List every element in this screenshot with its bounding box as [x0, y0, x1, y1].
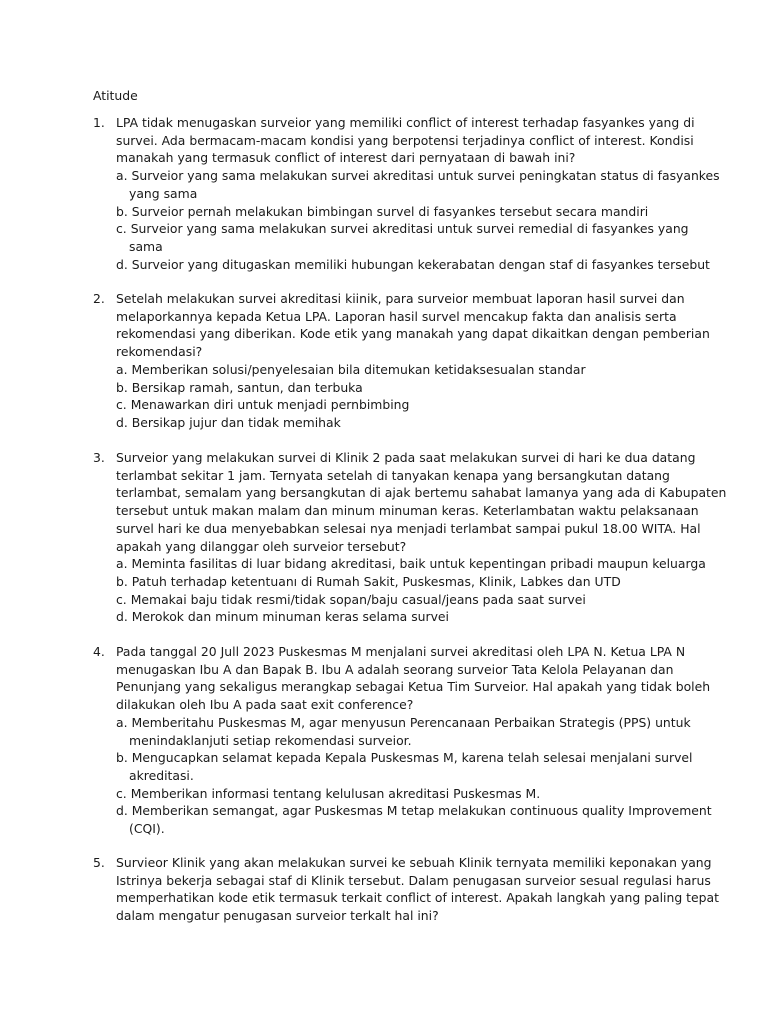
question-text-line: memperhatikan kode etik termasuk terkait conflict of interest. Apakah langkah yang paling tepat [116, 890, 719, 906]
answer-option-line: d. Merokok dan minum minuman keras selama survei [116, 609, 449, 625]
question-text [116, 449, 727, 555]
question-text-line: terlambat, semalam yang bersangkutan di ajak bertemu sahabat lamanya yang ada di Kabupaten [116, 485, 727, 501]
answer-option-line: b. Mengucapkan selamat kepada Kepala Puskesmas M, karena telah selesai menjalani survel [116, 750, 693, 766]
answer-option [116, 802, 712, 837]
question-number: 3. [93, 450, 105, 465]
answer-option [116, 573, 676, 591]
question-number: 2. [93, 291, 105, 306]
question-text-line: Istrinya bekerja sebagai staf di Klinik tersebut. Dalam penugasan surveior sesual regulasi harus [116, 872, 711, 888]
answer-option [116, 414, 676, 432]
answer-option-line: a. Memberikan solusi/penyelesaian bila ditemukan ketidaksesualan standar [116, 361, 586, 377]
answer-option [116, 167, 720, 202]
question-text [116, 114, 695, 167]
question-text-line: LPA tidak menugaskan surveior yang memiliki conflict of interest terhadap fasyankes yang di [116, 115, 695, 130]
answer-option-line: d. Surveior yang ditugaskan memiliki hubungan kekerabatan dengan staf di fasyankes tersebut [116, 256, 710, 272]
question-number: 5. [93, 855, 105, 870]
question-text-line: Penunjang yang sekaligus merangkap sebagai Ketua Tim Surveior. Hal apakah yang tidak boleh [116, 679, 711, 695]
section-title: Atitude [93, 88, 138, 103]
answer-option-continuation: yang sama [129, 185, 198, 201]
question-number: 1. [93, 115, 105, 130]
question-text-line: terlambat sekitar 1 jam. Ternyata setelah di tanyakan kenapa yang bersangkutan datang [116, 467, 670, 483]
answer-option [116, 785, 676, 803]
answer-option-line: b. Surveior pernah melakukan bimbingan survel di fasyankes tersebut secara mandiri [116, 203, 649, 219]
question-text [116, 290, 710, 361]
answer-option [116, 256, 710, 274]
answer-option [116, 203, 676, 221]
answer-options [116, 167, 720, 273]
question-text [116, 643, 711, 714]
question-text-line: Surveior yang melakukan survei di Klinik 2 pada saat melakukan survei di hari ke dua datang [116, 450, 696, 465]
question-text-line: Survieor Klinik yang akan melakukan survei ke sebuah Klinik ternyata memiliki keponakan yang [116, 855, 712, 870]
answer-option-continuation: sama [129, 238, 163, 254]
question-text-line: menugaskan Ibu A dan Bapak B. Ibu A adalah seorang surveior Tata Kelola Pelayanan dan [116, 661, 674, 677]
question-text-line: dilakukan oleh Ibu A pada saat exit conference? [116, 697, 414, 713]
answer-option-line: c. Memberikan informasi tentang kelulusan akreditasi Puskesmas M. [116, 785, 541, 801]
answer-option [116, 608, 676, 626]
answer-option [116, 361, 676, 379]
answer-option [116, 749, 693, 784]
question-text-line: Pada tanggal 20 Jull 2023 Puskesmas M menjalani survei akreditasi oleh LPA N. Ketua LPA N [116, 644, 686, 659]
question-number: 4. [93, 644, 105, 659]
answer-options [116, 714, 712, 838]
question-text-line: melaporkannya kepada Ketua LPA. Laporan hasil survel mencakup fakta dan analisis serta [116, 308, 677, 324]
question-text-line: Setelah melakukan survei akreditasi kiinik, para surveior membuat laporan hasil survei dan [116, 291, 685, 306]
question-text-line: rekomendasi yang diberikan. Kode etik yang manakah yang dapat dikaitkan dengan pemberian [116, 326, 710, 342]
answer-option-line: b. Patuh terhadap ketentuanı di Rumah Sakit, Puskesmas, Klinik, Labkes dan UTD [116, 573, 621, 589]
question-text-line: rekomendasi? [116, 344, 203, 360]
answer-option-line: d. Bersikap jujur dan tidak memihak [116, 414, 341, 430]
answer-option-line: c. Memakai baju tidak resmi/tidak sopan/baju casual/jeans pada saat survei [116, 591, 586, 607]
answer-option-continuation: (CQI). [129, 821, 165, 837]
question-text-line: survel hari ke dua menyebabkan selesai nya menjadi terlambat sampai pukul 18.00 WITA. Hal [116, 520, 701, 536]
question-text-line: apakah yang dilanggar oleh surveior tersebut? [116, 538, 407, 554]
answer-option [116, 591, 676, 609]
answer-option [116, 555, 706, 573]
answer-option-continuation: akreditasi. [129, 767, 194, 783]
question-text-line: survei. Ada bermacam-macam kondisi yang berpotensi terjadinya conflict of interest. Kondisi [116, 132, 694, 148]
question-text-line: dalam mengatur penugasan surveior terkalt hal ini? [116, 908, 439, 924]
answer-option-line: c. Menawarkan diri untuk menjadi pernbimbing [116, 397, 410, 413]
answer-option [116, 379, 676, 397]
answer-option [116, 714, 691, 749]
answer-option-line: a. Surveior yang sama melakukan survei akreditasi untuk survei peningkatan status di fasyankes [116, 168, 720, 184]
question-text [116, 854, 719, 925]
question-text-line: manakah yang termasuk conflict of interest dari pernyataan di bawah ini? [116, 150, 576, 166]
answer-option-line: c. Surveior yang sama melakukan survei akreditasi untuk survei remedial di fasyankes yang [116, 221, 689, 237]
answer-option [116, 220, 689, 255]
answer-option-line: b. Bersikap ramah, santun, dan terbuka [116, 379, 363, 395]
answer-options [116, 555, 706, 626]
answer-option-line: d. Memberikan semangat, agar Puskesmas M tetap melakukan continuous quality Improvement [116, 803, 712, 819]
answer-option-line: a. Memberitahu Puskesmas M, agar menyusun Perencanaan Perbaikan Strategis (PPS) untuk [116, 714, 691, 730]
answer-options [116, 361, 676, 432]
answer-option-line: a. Meminta fasilitas di luar bidang akreditasi, baik untuk kepentingan pribadi maupun keluarga [116, 556, 706, 572]
question-text-line: tersebut untuk makan malam dan minum minuman keras. Keterlambatan waktu pelaksanaan [116, 503, 699, 519]
answer-option-continuation: menindaklanjuti setiap rekomendasi surveior. [129, 732, 412, 748]
answer-option [116, 396, 676, 414]
